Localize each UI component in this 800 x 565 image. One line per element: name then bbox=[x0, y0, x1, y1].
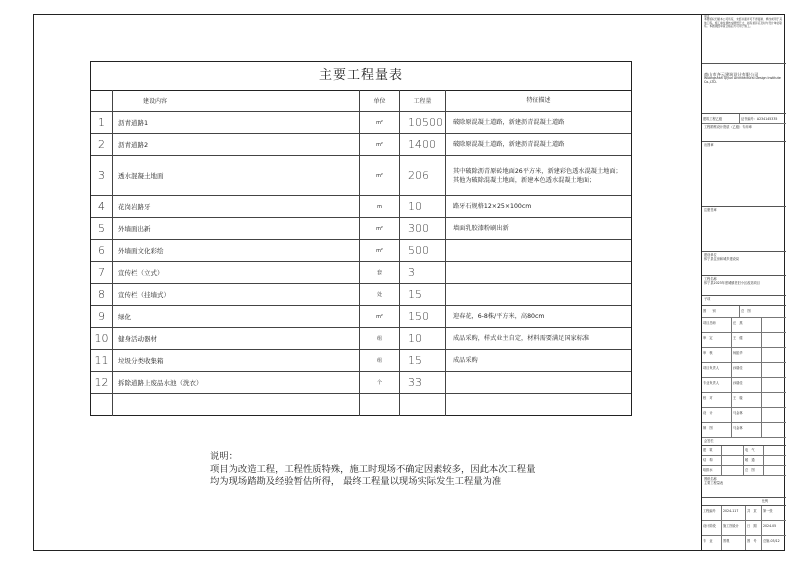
staff-role: 设 计 bbox=[702, 408, 732, 422]
major-row bbox=[702, 536, 786, 550]
row-unit: 处 bbox=[359, 284, 399, 305]
staff-row bbox=[702, 393, 786, 408]
staff-role: 校 对 bbox=[702, 393, 732, 407]
row-content: 外墙面文化彩绘 bbox=[112, 240, 359, 261]
row-unit: 组 bbox=[359, 328, 399, 349]
row-unit: 组 bbox=[359, 350, 399, 371]
staff-signature bbox=[762, 393, 786, 407]
row-description bbox=[445, 262, 631, 283]
sheet-count-label: 共 页 bbox=[746, 506, 762, 520]
row-content: 花岗岩路牙 bbox=[112, 196, 359, 217]
row-unit: m² bbox=[359, 240, 399, 261]
scale-label: 比例 bbox=[761, 499, 768, 503]
row-quantity: 10 bbox=[399, 196, 445, 217]
row-quantity: 15 bbox=[399, 350, 445, 371]
cert-row bbox=[702, 114, 786, 124]
row-unit: 套 bbox=[359, 262, 399, 283]
row-index: 11 bbox=[94, 354, 109, 367]
cosign-discipline: 建 筑 bbox=[702, 446, 722, 455]
row-unit bbox=[359, 394, 399, 416]
staff-name: 王 璇 bbox=[732, 393, 762, 407]
row-index: 8 bbox=[98, 288, 105, 301]
cosign-discipline: 电 气 bbox=[744, 446, 764, 455]
header-description: 特征描述 bbox=[445, 90, 631, 111]
cosign-row bbox=[702, 446, 786, 456]
staff-signature bbox=[762, 348, 786, 362]
registered-seal bbox=[702, 124, 786, 142]
table-title: 主要工程量表 bbox=[91, 62, 631, 91]
project-label: 工程名称 bbox=[704, 277, 717, 281]
table-row bbox=[91, 156, 631, 196]
row-quantity: 33 bbox=[399, 372, 445, 393]
row-quantity: 1400 bbox=[399, 134, 445, 155]
cosign-signature bbox=[764, 456, 786, 465]
table-row bbox=[91, 134, 631, 156]
staff-row bbox=[702, 318, 786, 333]
project-area bbox=[702, 276, 786, 296]
cosign-row bbox=[702, 456, 786, 466]
staff-name: 孙瑞佳 bbox=[732, 378, 762, 392]
row-content: 绿化 bbox=[112, 306, 359, 327]
row-quantity: 10500 bbox=[399, 112, 445, 133]
row-quantity: 3 bbox=[399, 262, 445, 283]
staff-role: 制 图 bbox=[702, 423, 732, 437]
staff-row bbox=[702, 333, 786, 348]
note-line-2: 均为现场踏勘及经验暂估所得， 最终工程量以现场实际发生工程量为准 bbox=[210, 476, 502, 487]
owner-label: 建设单位 bbox=[704, 253, 717, 257]
staff-row bbox=[702, 378, 786, 393]
staff-row bbox=[702, 423, 786, 438]
table-row bbox=[91, 328, 631, 350]
note-line-1: 项目为改造工程，工程性质特殊，施工时现场不确定因素较多，因此本次工程量 bbox=[210, 463, 536, 475]
row-unit: m² bbox=[359, 134, 399, 155]
table-row bbox=[91, 112, 631, 134]
row-index: 12 bbox=[94, 376, 109, 389]
row-description: 路牙石规格12×25×100cm bbox=[445, 196, 631, 217]
staff-role: 审 定 bbox=[702, 333, 732, 347]
row-description: 成品采购 bbox=[445, 350, 631, 371]
notes-title: 备注 bbox=[704, 14, 710, 18]
table-row bbox=[91, 306, 631, 328]
row-description: 成品采购，样式业主自定，材料需要满足国家标准 bbox=[445, 328, 631, 349]
row-description bbox=[445, 372, 631, 393]
row-content: 宣传栏（挂墙式） bbox=[112, 284, 359, 305]
registered-text: 工程勘察设计资质（乙级）专用章 bbox=[704, 125, 752, 129]
project-no-row bbox=[702, 506, 786, 521]
table-row bbox=[91, 240, 631, 262]
table-row bbox=[91, 218, 631, 240]
row-index bbox=[91, 394, 112, 416]
drawing-no-value: 总施-03/12 bbox=[763, 539, 780, 543]
company-name-en: Wuangshan Qiyun Architectural Design Institute Co.,LTD. bbox=[704, 76, 781, 84]
cert-number: 证书编号：A234145335 bbox=[741, 117, 778, 121]
row-unit: m² bbox=[359, 306, 399, 327]
staff-name: 马金林 bbox=[732, 423, 762, 437]
cosign-signature bbox=[722, 446, 744, 455]
row-description: 迎春花，6-8株/平方米，高80cm bbox=[445, 306, 631, 327]
staff-signature bbox=[762, 363, 786, 377]
row-content: 外墙面出新 bbox=[112, 218, 359, 239]
row-content: 垃圾分类收集箱 bbox=[112, 350, 359, 371]
row-index: 6 bbox=[98, 244, 105, 257]
row-unit: m bbox=[359, 196, 399, 217]
staff-name: 汪 燕 bbox=[732, 318, 762, 332]
table-row bbox=[91, 284, 631, 306]
cosign-signature bbox=[722, 456, 744, 465]
cosign-row bbox=[702, 466, 786, 476]
cosign-title bbox=[702, 438, 786, 446]
row-index: 7 bbox=[98, 266, 105, 279]
row-unit: m² bbox=[359, 156, 399, 195]
row-description: 破除原混凝土道路，新建沥青混凝土道路 bbox=[445, 112, 631, 133]
row-content bbox=[112, 394, 359, 416]
row-index: 10 bbox=[94, 332, 109, 345]
stamp-area bbox=[702, 142, 786, 207]
major-value: 景观 bbox=[722, 536, 746, 550]
row-index: 3 bbox=[98, 169, 105, 182]
staff-role: 审 核 bbox=[702, 348, 732, 362]
staff-signature bbox=[762, 318, 786, 332]
staff-signature bbox=[762, 333, 786, 347]
row-description bbox=[445, 284, 631, 305]
staff-signature bbox=[762, 378, 786, 392]
title-block-notes bbox=[702, 14, 786, 64]
staff-row bbox=[702, 348, 786, 363]
cosign-discipline: 给排水 bbox=[702, 466, 722, 475]
row-index: 4 bbox=[98, 200, 105, 213]
row-index: 1 bbox=[98, 116, 105, 129]
header-index bbox=[91, 90, 112, 111]
note-title: 说明： bbox=[210, 451, 238, 462]
design-stage-label: 设计阶段 bbox=[702, 521, 722, 535]
table-row bbox=[91, 394, 631, 416]
company-block bbox=[702, 64, 786, 114]
row-content: 宣传栏（立式） bbox=[112, 262, 359, 283]
cosign-signature bbox=[764, 466, 786, 475]
table-header-row bbox=[91, 90, 631, 112]
stamp-label: 出图章 bbox=[704, 143, 714, 147]
row-content: 沥青道路1 bbox=[112, 112, 359, 133]
row-quantity: 150 bbox=[399, 306, 445, 327]
table-row bbox=[91, 262, 631, 284]
design-stage-value: 施工图设计 bbox=[722, 521, 746, 535]
table-row bbox=[91, 372, 631, 394]
row-quantity: 206 bbox=[399, 156, 445, 195]
row-content: 拆除道路上废品水池（洗衣） bbox=[112, 372, 359, 393]
drawing-type-value: 总 图 bbox=[741, 309, 751, 313]
project-no-label: 工程编号 bbox=[702, 506, 722, 520]
table-row bbox=[91, 350, 631, 372]
table-row bbox=[91, 196, 631, 218]
drawing-type-label: 图 别 bbox=[702, 306, 740, 317]
staff-signature bbox=[762, 423, 786, 437]
sheet-name-value: 主要工程量表 bbox=[704, 481, 724, 486]
row-quantity: 300 bbox=[399, 218, 445, 239]
row-index: 9 bbox=[98, 310, 105, 323]
row-unit: 个 bbox=[359, 372, 399, 393]
drawing-type-row bbox=[702, 306, 786, 318]
date-label: 日 期 bbox=[746, 521, 762, 535]
stage-label: 子项 bbox=[704, 297, 711, 301]
owner-area bbox=[702, 252, 786, 276]
staff-role: 项目总师 bbox=[702, 318, 732, 332]
staff-role: 专业负责人 bbox=[702, 378, 732, 392]
signature-label: 注册签章 bbox=[704, 208, 717, 212]
cosign-discipline: 结 构 bbox=[702, 456, 722, 465]
title-block bbox=[701, 14, 785, 551]
row-content: 沥青道路2 bbox=[112, 134, 359, 155]
staff-role: 项目负责人 bbox=[702, 363, 732, 377]
stage2-row bbox=[702, 521, 786, 536]
row-unit: m² bbox=[359, 218, 399, 239]
quantity-table bbox=[90, 61, 632, 416]
header-quantity: 工程量 bbox=[399, 90, 445, 111]
cosign-discipline: 暖 通 bbox=[744, 456, 764, 465]
notes-text: 本图版权归属本公司所有，未经书面许可不得复制、修改或用于其他工程。施工单位须核实图纸尺寸，如有差异应及时与设计单位联系。本图须经审查合格后方可用于施工。 bbox=[704, 17, 782, 28]
cert-label: 建筑工程乙级 bbox=[702, 114, 740, 123]
sheet-count-value: 第一张 bbox=[763, 509, 773, 513]
row-quantity: 500 bbox=[399, 240, 445, 261]
header-unit: 单位 bbox=[359, 90, 399, 111]
staff-name: 孙瑞佳 bbox=[732, 363, 762, 377]
date-value: 2024.05 bbox=[763, 524, 777, 528]
sheet-name-label: 图纸名称 bbox=[704, 477, 717, 481]
owner-value: 休宁县住房和城乡建设局 bbox=[704, 257, 740, 262]
signature-area bbox=[702, 207, 786, 252]
row-quantity: 15 bbox=[399, 284, 445, 305]
row-quantity: 10 bbox=[399, 328, 445, 349]
row-unit: m² bbox=[359, 112, 399, 133]
staff-name: 王 健 bbox=[732, 333, 762, 347]
row-index: 5 bbox=[98, 222, 105, 235]
header-content: 建设内容 bbox=[112, 90, 359, 111]
row-description: 破除原混凝土道路，新建沥青混凝土道路 bbox=[445, 134, 631, 155]
stage-row bbox=[702, 296, 786, 306]
row-description: 墙面乳胶漆粉刷出新 bbox=[445, 218, 631, 239]
row-index: 2 bbox=[98, 138, 105, 151]
company-name-cn: 商山市齐云建筑设计有限公司 bbox=[704, 72, 759, 77]
staff-row bbox=[702, 363, 786, 378]
drawing-no-label: 图 号 bbox=[746, 536, 762, 550]
row-description: 其中破除沥青原砖地面26平方米，新建彩色透水混凝土地面； 其他为破除混凝土地面，新建本色透水混凝土地面； bbox=[445, 156, 631, 195]
note-block bbox=[210, 451, 535, 489]
row-description bbox=[445, 240, 631, 261]
cosign-signature bbox=[722, 466, 744, 475]
row-content: 健身活动器材 bbox=[112, 328, 359, 349]
staff-name: 杨振华 bbox=[732, 348, 762, 362]
cosign-signature bbox=[764, 446, 786, 455]
staff-row bbox=[702, 408, 786, 423]
project-value: 休宁县2023年度城镇老旧小区改造项目 bbox=[704, 281, 760, 286]
row-quantity bbox=[399, 394, 445, 416]
cosign-label: 会签栏 bbox=[704, 439, 714, 443]
scale-row bbox=[702, 498, 786, 506]
staff-name: 马金林 bbox=[732, 408, 762, 422]
project-no-value: 2024-117 bbox=[722, 506, 746, 520]
major-label: 专 业 bbox=[702, 536, 722, 550]
staff-signature bbox=[762, 408, 786, 422]
row-description bbox=[445, 394, 631, 416]
row-content: 透水混凝土地面 bbox=[112, 156, 359, 195]
sheet-name-area bbox=[702, 476, 786, 498]
cosign-discipline: 总 图 bbox=[744, 466, 764, 475]
